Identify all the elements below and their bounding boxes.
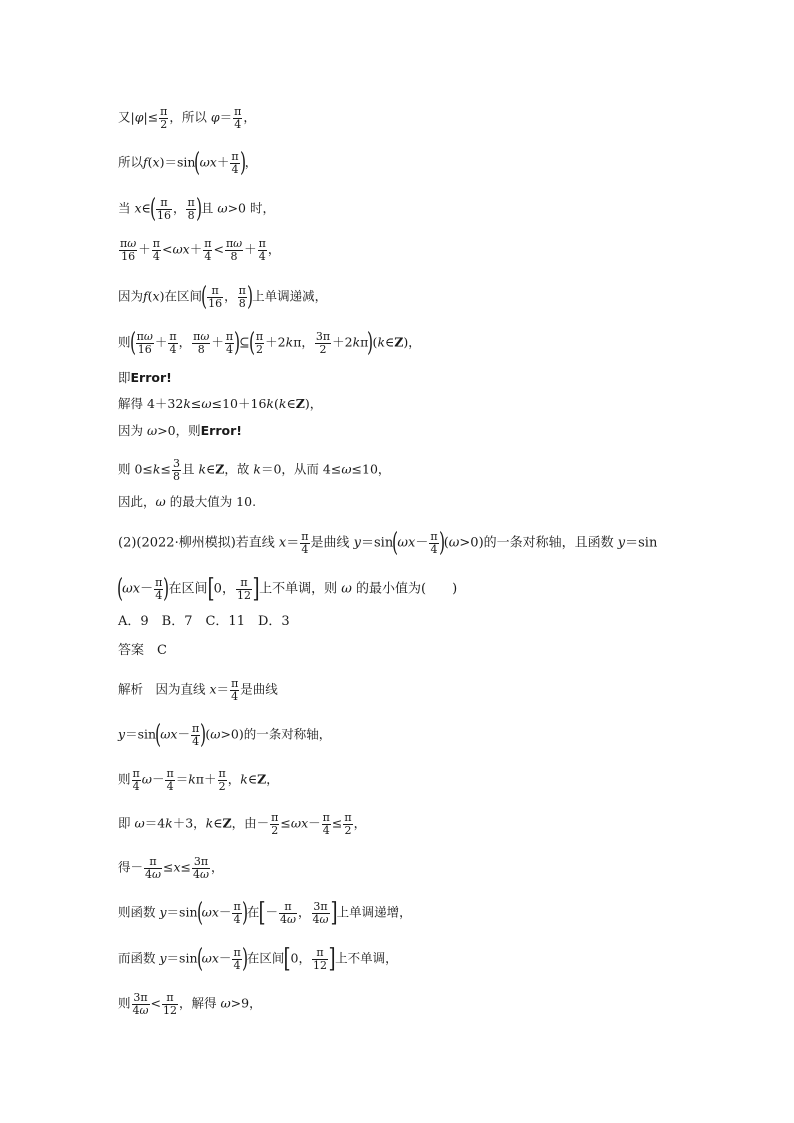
analysis-line: 则函数 y＝sin(ωx－ $\frac{\pi}{4}$ )在[－ $\frac{\pi}{4\omega}$ ， $\frac{3\pi}{4\omega}$ ]上单调递增， <box>118 898 412 928</box>
answer-line: 答案 C <box>118 643 167 658</box>
solution-line: 则 0≤k≤ $\frac{3}{8}$ 且 k∈Z，故 k＝0，从而 4≤ω≤10， <box>118 457 391 483</box>
answer-options: A．9 B．7 C．11 D．3 <box>118 614 290 629</box>
problem-statement: (2)(2022·柳州模拟)若直线 x＝ $\frac{\pi}{4}$ 是曲线 y＝sin(ωx－ $\frac{\pi}{4}$ )(ω>0)的一条对称轴，且函数 y＝sin <box>118 528 658 558</box>
solution-line: 则( $\frac{\pi\omega}{16}$ ＋ $\frac{\pi}{4}$ ， $\frac{\pi\omega}{8}$ ＋ $\frac{\pi}{4}$ )⊆( $\frac{\pi}{2}$ ＋2kπ， $\frac{3\pi}{2}$ ＋2kπ)(k∈Z)， <box>118 328 421 358</box>
analysis-line: 得－ $\frac{\pi}{4\omega}$ ≤x≤ $\frac{3\pi}{4\omega}$ ， <box>118 855 224 881</box>
solution-line: 所以f(x)＝sin(ωx＋ $\frac{\pi}{4}$ )， <box>118 148 258 178</box>
solution-line: $\frac{\pi\omega}{16}$ ＋ $\frac{\pi}{4}$ <ωx＋ $\frac{\pi}{4}$ < $\frac{\pi\omega}{8}$ ＋ $\frac{\pi}{4}$ ， <box>120 237 281 263</box>
analysis-line: 即 ω＝4k＋3，k∈Z，由－ $\frac{\pi}{2}$ ≤ωx－ $\frac{\pi}{4}$ ≤ $\frac{\pi}{2}$ ， <box>118 811 367 837</box>
solution-line: 即Error! <box>118 370 172 385</box>
solution-line: 当 x∈( $\frac{\pi}{16}$ ， $\frac{\pi}{8}$ )且 ω>0 时， <box>118 194 275 224</box>
solution-line: 因此，ω 的最大值为 10. <box>118 494 257 509</box>
analysis-line: 则 $\frac{3\pi}{4\omega}$ < $\frac{\pi}{12}$ ，解得 ω>9， <box>118 991 262 1017</box>
solution-line: 因为f(x)在区间( $\frac{\pi}{16}$ ， $\frac{\pi}{8}$ )上单调递减， <box>118 282 328 312</box>
analysis-line: y＝sin(ωx－ $\frac{\pi}{4}$ )(ω>0)的一条对称轴， <box>118 720 332 750</box>
solution-line: 因为 ω>0，则Error! <box>118 423 242 438</box>
solution-line: 又|φ|≤ $\frac{\pi}{2}$ ，所以 φ＝ $\frac{\pi}{4}$ ， <box>118 105 256 131</box>
analysis-line: 而函数 y＝sin(ωx－ $\frac{\pi}{4}$ )在区间[0， $\frac{\pi}{12}$ ]上不单调， <box>118 944 398 974</box>
analysis-line: 解析 因为直线 x＝ $\frac{\pi}{4}$ 是曲线 <box>118 677 278 703</box>
problem-statement: (ωx－ $\frac{\pi}{4}$ )在区间[0， $\frac{\pi}{12}$ ]上不单调，则 ω 的最小值为( ) <box>117 574 458 604</box>
analysis-line: 则 $\frac{\pi}{4}$ ω－ $\frac{\pi}{4}$ ＝kπ＋ $\frac{\pi}{2}$ ，k∈Z， <box>118 767 279 793</box>
solution-line: 解得 4＋32k≤ω≤10＋16k(k∈Z)， <box>118 396 323 411</box>
